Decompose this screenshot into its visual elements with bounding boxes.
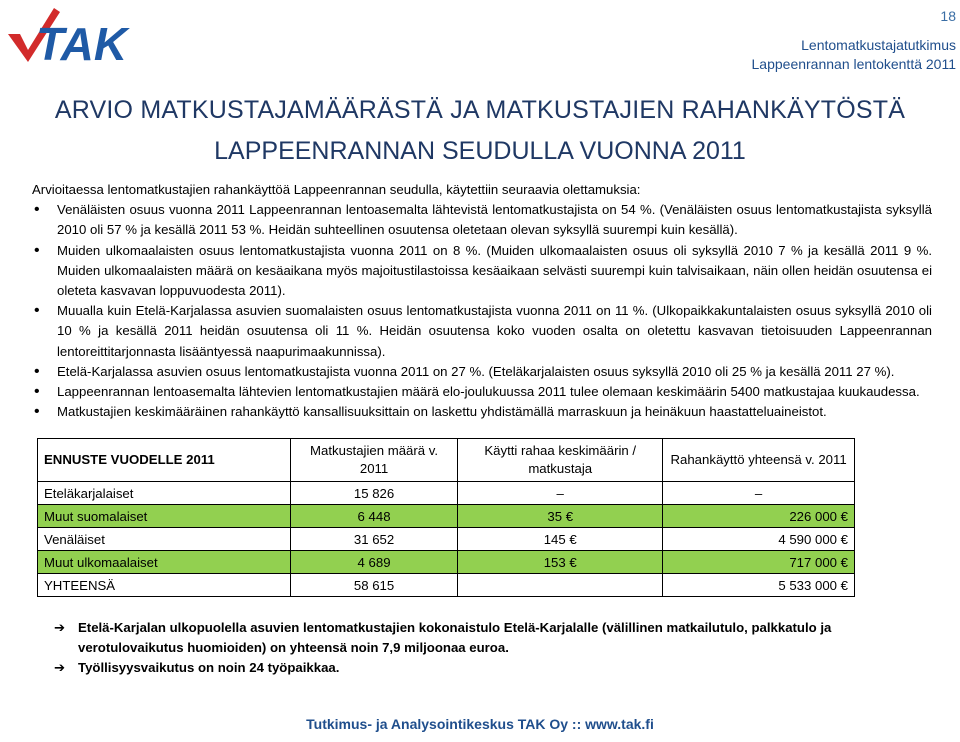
forecast-table (37, 438, 855, 597)
table-header-cell: Matkustajien määrä v. 2011 (290, 439, 457, 482)
page-number: 18 (940, 8, 956, 24)
row-label: YHTEENSÄ (38, 574, 291, 597)
table-header-cell: Rahankäyttö yhteensä v. 2011 (663, 439, 855, 482)
table-row (38, 551, 855, 574)
row-label: Venäläiset (38, 528, 291, 551)
list-item: • Muiden ulkomaalaisten osuus lentomatkustajista vuonna 2011 on 8 %. (Muiden ulkomaalaisten osuus oli syksyllä 2010 7 % ja kesällä 2011 9 %. Muiden ulkomaalaisten määrä on kesäaikana myös majoitustilastoissa kesäaikaan selvästi suurempi kuin talvisaikaan, näin ollen heidän osuutensa ei oleteta kasvavan loppuvuodesta 2011). (32, 241, 932, 302)
row-label: Muut ulkomaalaiset (38, 551, 291, 574)
svg-text:TAK: TAK (36, 18, 128, 66)
total-spend: 5 533 000 € (663, 574, 855, 597)
list-item: • Venäläisten osuus vuonna 2011 Lappeenrannan lentoasemalta lähtevistä lentomatkustajista on 54 %. (Venäläisten osuus lentomatkustajista syksyllä 2010 oli 57 % ja kesällä 2011 53 %. Heidän suhteellinen osuutensa oletetaan olevan syksyllä suurempi kuin kesällä). (32, 200, 932, 240)
conclusion-item (54, 658, 932, 678)
page-title-line-1: ARVIO MATKUSTAJAMÄÄRÄSTÄ JA MATKUSTAJIEN RAHANKÄYTÖSTÄ (54, 96, 906, 124)
table-row (38, 528, 855, 551)
total-spend: 4 590 000 € (663, 528, 855, 551)
conclusion-text: Etelä-Karjalan ulkopuolella asuvien lentomatkustajien kokonaistulo Etelä-Karjalalle (välillinen matkailutulo, palkkatulo ja verotulovaikutus huomioiden) on yhteensä noin 7,9 miljoonaa euroa. (78, 620, 832, 655)
table-header-cell: Käytti rahaa keskimäärin / matkustaja (458, 439, 663, 482)
conclusions (54, 618, 932, 678)
tak-logo (6, 4, 146, 66)
assumptions-section (32, 180, 932, 422)
table-row (38, 482, 855, 505)
passenger-count: 58 615 (290, 574, 457, 597)
header-subtitle-2: Lappeenrannan lentokenttä 2011 (751, 56, 956, 72)
conclusion-item (54, 618, 932, 658)
conclusion-text: Työllisyysvaikutus on noin 24 työpaikkaa. (78, 660, 340, 675)
assumption-list (32, 200, 932, 422)
passenger-count: 6 448 (290, 505, 457, 528)
row-label: Muut suomalaiset (38, 505, 291, 528)
table-row (38, 505, 855, 528)
avg-spend: 35 € (458, 505, 663, 528)
list-item: • Matkustajien keskimääräinen rahankäyttö kansallisuuksittain on laskettu yhdistämällä marraskuun ja heinäkuun haastatteluaineistot. (32, 402, 932, 422)
table-header-cell: ENNUSTE VUODELLE 2011 (38, 439, 291, 482)
row-label: Eteläkarjalaiset (38, 482, 291, 505)
avg-spend (458, 574, 663, 597)
page-title-line-2: LAPPEENRANNAN SEUDULLA VUONNA 2011 (214, 137, 746, 165)
arrow-right-icon: ➔ (54, 620, 66, 635)
footer-text: Tutkimus- ja Analysointikeskus TAK Oy :: www.tak.fi (306, 716, 654, 732)
header-info (752, 36, 956, 74)
intro-text: Arvioitaessa lentomatkustajien rahankäyttöä Lappeenrannan seudulla, käytettiin seuraavia olettamuksia: (32, 182, 641, 197)
header-subtitle-1: Lentomatkustajatutkimus (801, 37, 956, 53)
passenger-count: 15 826 (290, 482, 457, 505)
total-spend: 226 000 € (663, 505, 855, 528)
total-spend: 717 000 € (663, 551, 855, 574)
table-header-row (38, 439, 855, 482)
passenger-count: 31 652 (290, 528, 457, 551)
avg-spend: – (458, 482, 663, 505)
total-spend: – (663, 482, 855, 505)
list-item: • Lappeenrannan lentoasemalta lähtevien lentomatkustajien määrä elo-joulukuussa 2011 tulee olemaan keskimäärin 5400 matkustajaa kuukaudessa. (32, 382, 932, 402)
passenger-count: 4 689 (290, 551, 457, 574)
list-item: • Etelä-Karjalassa asuvien osuus lentomatkustajista vuonna 2011 on 27 %. (Eteläkarjalaisten osuus syksyllä 2010 oli 25 % ja kesällä 2011 27 %). (32, 362, 932, 382)
arrow-right-icon: ➔ (54, 660, 66, 675)
avg-spend: 145 € (458, 528, 663, 551)
avg-spend: 153 € (458, 551, 663, 574)
list-item: • Muualla kuin Etelä-Karjalassa asuvien suomalaisten osuus lentomatkustajista vuonna 2011 on 11 %. (Ulkopaikkakuntalaisten osuus syksyllä 2010 oli 10 % ja kesällä 2011 heidän osuutensa oli 11 %. Heidän osuutensa koko vuoden osalta on oletettu kasvavan tietoisuuden Lappeenrannan lentoreittitarjonnasta lisääntyessä naapurimaakunnissa). (32, 301, 932, 362)
table-row (38, 574, 855, 597)
